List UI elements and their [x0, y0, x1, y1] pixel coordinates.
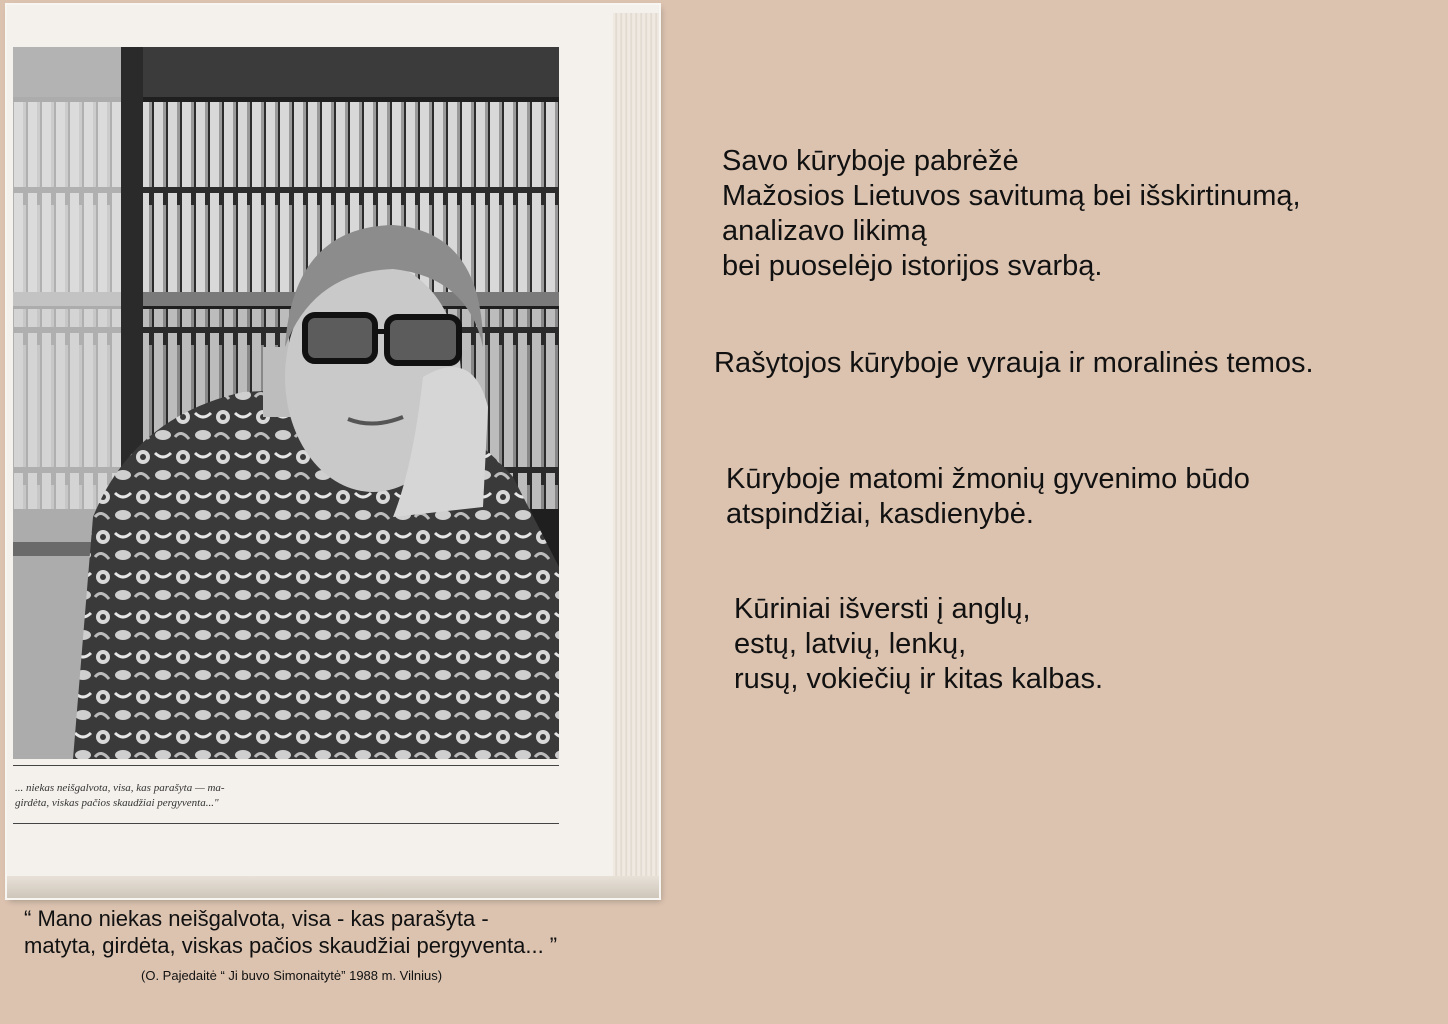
text-block-moral-themes [714, 346, 1314, 381]
book-page-edges [613, 13, 659, 883]
quote [24, 905, 557, 959]
quote-source: (O. Pajedaitė “ Ji buvo Simonaitytė” 1988 m. Vilnius) [141, 968, 443, 983]
text-line: atspindžiai, kasdienybė. [726, 498, 1034, 530]
text-line: Savo kūryboje pabrėžė [722, 145, 1019, 177]
caption-bottom-rule [13, 823, 559, 824]
quote-line: “ Mano niekas neišgalvota, visa - kas parašyta - [24, 906, 489, 931]
text-line: Mažosios Lietuvos savitumą bei išskirtinumą, [722, 180, 1301, 212]
printed-caption: ... niekas neišgalvota, visa, kas parašyta — ma- girdėta, viskas pačios skaudžiai pergyventa..." [15, 782, 225, 809]
quote-line: matyta, girdėta, viskas pačios skaudžiai pergyventa... ” [24, 933, 558, 958]
text-line: Kūryboje matomi žmonių gyvenimo būdo [726, 463, 1250, 495]
portrait-photo [13, 47, 559, 759]
book-bottom-edge [7, 876, 659, 898]
text-line: Kūriniai išversti į anglų, [734, 593, 1031, 625]
text-block-creative-emphasis [722, 144, 1301, 284]
text-block-translations [734, 592, 1103, 697]
portrait-illustration [13, 47, 559, 759]
text-block-daily-life [726, 462, 1250, 532]
text-line: rusų, vokiečių ir kitas kalbas. [734, 663, 1104, 695]
text-line: analizavo likimą [722, 215, 927, 247]
text-line: estų, latvių, lenkų, [734, 628, 967, 660]
text-line: Rašytojos kūryboje vyrauja ir moralinės temos. [714, 347, 1314, 379]
caption-top-rule [13, 765, 559, 766]
text-line: bei puoselėjo istorijos svarbą. [722, 250, 1103, 282]
book-page-photo [7, 5, 659, 898]
